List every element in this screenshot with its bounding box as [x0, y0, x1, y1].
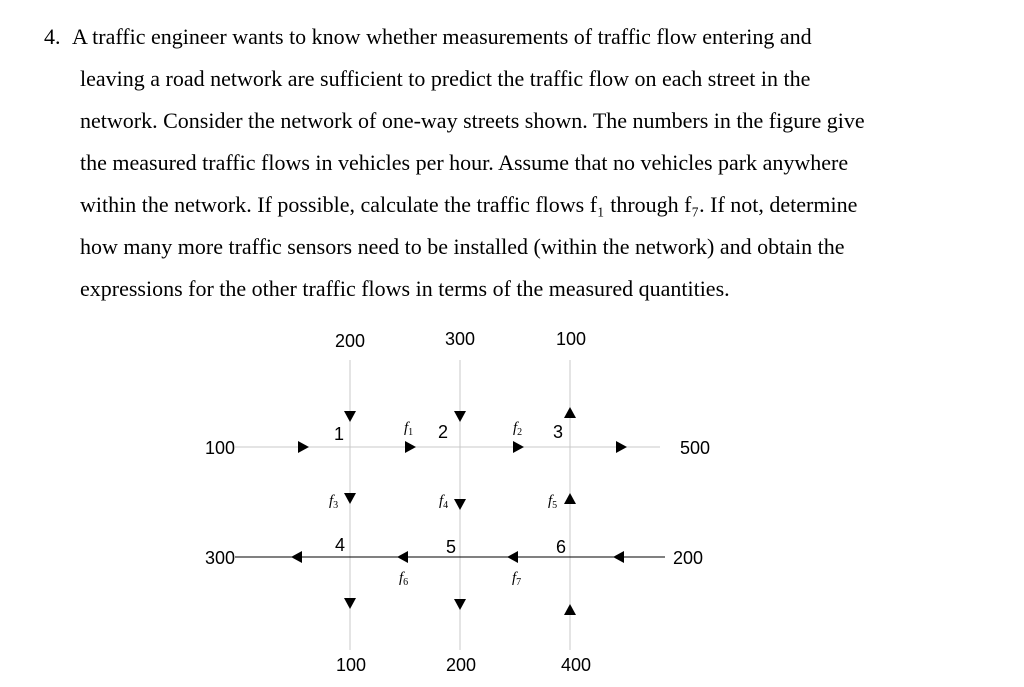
problem-line-5: within the network. If possible, calculate the traffic flows f₁ through f₇. If not, determine	[80, 192, 858, 217]
arrow-left-out-300	[291, 551, 302, 563]
arrow-down-out-100	[344, 598, 356, 609]
node-5: 5	[445, 537, 457, 557]
node-6: 6	[555, 537, 567, 557]
flow-var-f2: $f_2$	[513, 420, 523, 438]
flow-var-f3: $f_3$	[329, 493, 339, 511]
arrow-up-f5	[564, 493, 576, 504]
flow-var-f6: $f_6$	[399, 570, 409, 588]
flow-label-right-bottom: 200	[672, 548, 704, 568]
arrow-up-out-100	[564, 407, 576, 418]
flow-var-f4: $f_4$	[439, 493, 449, 511]
flow-label-top-right: 100	[555, 329, 587, 349]
arrow-right-in-100	[298, 441, 309, 453]
arrow-left-in-200	[613, 551, 624, 563]
flow-label-left-bottom: 300	[204, 548, 236, 568]
node-2: 2	[437, 422, 449, 442]
problem-line-1: A traffic engineer wants to know whether measurements of traffic flow entering and	[72, 24, 812, 49]
flow-var-f5: $f_5$	[548, 493, 558, 511]
arrow-right-f2	[513, 441, 524, 453]
arrow-left-f7	[507, 551, 518, 563]
problem-number: 4.	[44, 24, 61, 49]
arrow-down-in-300	[454, 411, 466, 422]
node-4: 4	[334, 535, 346, 555]
problem-line-6: how many more traffic sensors need to be installed (within the network) and obtain the	[80, 234, 845, 259]
flow-label-right-top: 500	[679, 438, 711, 458]
flow-label-left-top: 100	[204, 438, 236, 458]
flow-label-bottom-right: 400	[560, 655, 592, 675]
flow-var-f1: $f_1$	[404, 420, 414, 438]
flow-label-bottom-middle: 200	[445, 655, 477, 675]
arrow-down-f3	[344, 493, 356, 504]
problem-line-2: leaving a road network are sufficient to predict the traffic flow on each street in the	[80, 66, 811, 91]
problem-line-3: network. Consider the network of one-way streets shown. The numbers in the figure give	[80, 108, 865, 133]
arrow-right-out-500	[616, 441, 627, 453]
arrow-up-in-400	[564, 604, 576, 615]
problem-line-7: expressions for the other traffic flows in terms of the measured quantities.	[80, 276, 730, 301]
node-3: 3	[552, 422, 564, 442]
arrow-down-f4	[454, 499, 466, 510]
problem-line-4: the measured traffic flows in vehicles per hour. Assume that no vehicles park anywhere	[80, 150, 849, 175]
flow-label-top-left: 200	[334, 331, 366, 351]
arrow-right-f1	[405, 441, 416, 453]
arrow-down-out-200	[454, 599, 466, 610]
arrow-left-f6	[397, 551, 408, 563]
node-1: 1	[333, 424, 345, 444]
flow-var-f7: $f_7$	[512, 570, 522, 588]
arrow-down-in-200	[344, 411, 356, 422]
flow-label-bottom-left: 100	[335, 655, 367, 675]
flow-label-top-middle: 300	[444, 329, 476, 349]
